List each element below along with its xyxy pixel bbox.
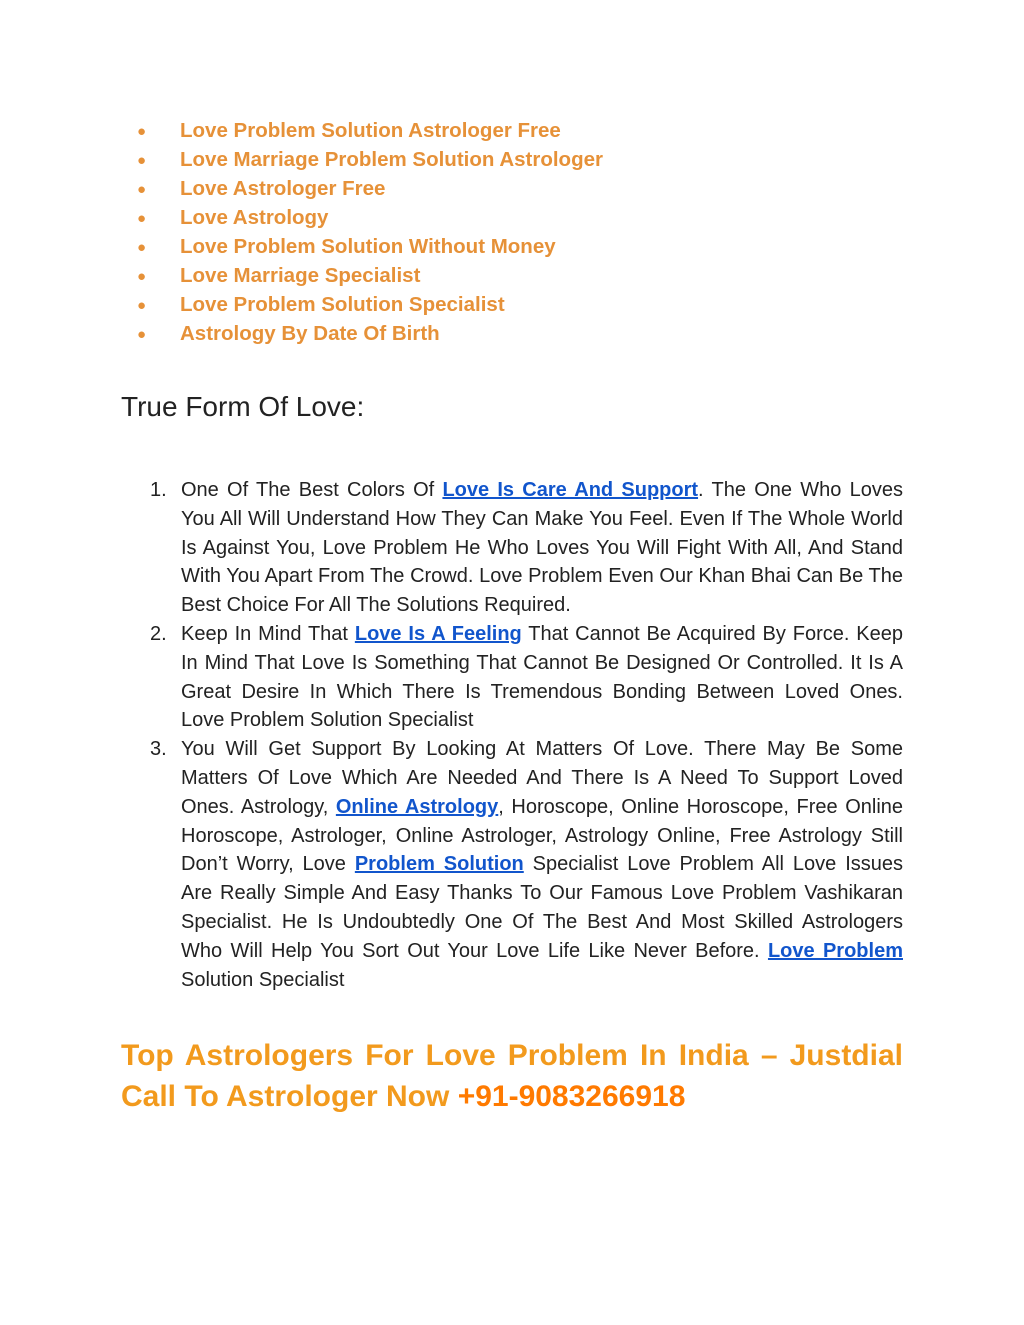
list-item	[137, 148, 603, 177]
callout-heading	[121, 1035, 903, 1117]
section-heading: True Form Of Love:	[121, 391, 365, 422]
bullet-link-love-astrology[interactable]: Love Astrology	[180, 206, 329, 229]
bullet-icon: ●	[137, 239, 147, 256]
bullet-icon: ●	[137, 326, 147, 343]
bullet-icon: ●	[137, 268, 147, 285]
numbered-item-text	[181, 476, 903, 620]
text-segment: Solution Specialist	[181, 968, 345, 991]
bullet-link-love-marriage-problem-solution-astrologer[interactable]: Love Marriage Problem Solution Astrologer	[180, 148, 603, 171]
text-segment: , Horoscope, Online Horoscope, Free Online Horoscope, Astrologer, Online Astrologer, Astrology Online, Free Astrology Still Don’t Worry, Love	[181, 795, 904, 876]
callout-line-2	[121, 1076, 903, 1117]
bullet-link-love-problem-solution-astrologer-free[interactable]: Love Problem Solution Astrologer Free	[180, 119, 561, 142]
bullet-link-love-problem-solution-without-money[interactable]: Love Problem Solution Without Money	[180, 235, 556, 258]
bullet-link-love-astrologer-free[interactable]: Love Astrologer Free	[180, 177, 386, 200]
list-item	[137, 293, 603, 322]
numbered-item-text	[181, 620, 903, 735]
bullet-link-astrology-by-date-of-birth[interactable]: Astrology By Date Of Birth	[180, 322, 440, 345]
bullet-icon: ●	[137, 210, 147, 227]
link-problem-solution[interactable]: Problem Solution	[354, 853, 524, 876]
bullet-icon: ●	[137, 181, 147, 198]
link-online-astrology[interactable]: Online Astrology	[335, 795, 499, 818]
list-number: 1.	[150, 479, 167, 501]
list-number: 3.	[150, 738, 167, 761]
bullet-link-love-marriage-specialist[interactable]: Love Marriage Specialist	[180, 264, 421, 287]
callout-line-1: Top Astrologers For Love Problem In India – Justdial	[121, 1039, 903, 1072]
numbered-item-2	[137, 620, 903, 735]
keyword-bullet-list	[137, 119, 603, 351]
numbered-item-1	[137, 476, 903, 620]
text-segment: . The One Who Loves You All Will Understand How They Can Make You Feel. Even If The Whole World Is Against You, Love Problem He Who Loves You Will Fight With All, And Stand With You Apart From The Crowd. Love Problem Even Our Khan Bhai Can Be The Best Choice For All The Solutions Required.	[181, 479, 903, 617]
text-segment: Keep In Mind That	[181, 622, 355, 645]
list-item	[137, 264, 603, 293]
numbered-list	[137, 476, 903, 994]
list-number: 2.	[150, 622, 167, 645]
link-love-is-a-feeling[interactable]: Love Is A Feeling	[354, 622, 522, 645]
list-item	[137, 119, 603, 148]
list-item	[137, 177, 603, 206]
list-item	[137, 206, 603, 235]
text-segment: One Of The Best Colors Of	[181, 479, 443, 501]
numbered-item-text	[181, 735, 903, 994]
phone-number-link[interactable]: +91-9083266918	[457, 1080, 686, 1113]
text-segment: That Cannot Be Acquired By Force. Keep In Mind That Love Is Something That Cannot Be Designed Or Controlled. It Is A Great Desire In Which There Is Tremendous Bonding Between Loved Ones. Love Problem Solution Specialist	[181, 622, 904, 732]
text-segment: You Will Get Support By Looking At Matters Of Love. There May Be Some Matters Of Love Which Are Needed And There Is A Need To Support Loved Ones. Astrology,	[181, 738, 903, 818]
link-love-problem[interactable]: Love Problem	[767, 939, 903, 962]
numbered-item-3	[137, 735, 903, 994]
list-item	[137, 235, 603, 264]
list-item	[137, 322, 603, 351]
bullet-link-love-problem-solution-specialist[interactable]: Love Problem Solution Specialist	[180, 293, 505, 316]
text-segment: Specialist Love Problem All Love Issues Are Really Simple And Easy Thanks To Our Famous Love Problem Vashikaran Specialist. He Is Undoubtedly One Of The Best And Most Skilled Astrologers Who Will Help You Sort Out Your Love Life Like Never Before.	[181, 853, 903, 962]
bullet-icon: ●	[137, 123, 147, 140]
bullet-icon: ●	[137, 152, 147, 169]
link-love-is-care-and-support[interactable]: Love Is Care And Support	[442, 479, 699, 501]
bullet-icon: ●	[137, 297, 147, 314]
callout-text: Call To Astrologer Now	[121, 1080, 458, 1113]
